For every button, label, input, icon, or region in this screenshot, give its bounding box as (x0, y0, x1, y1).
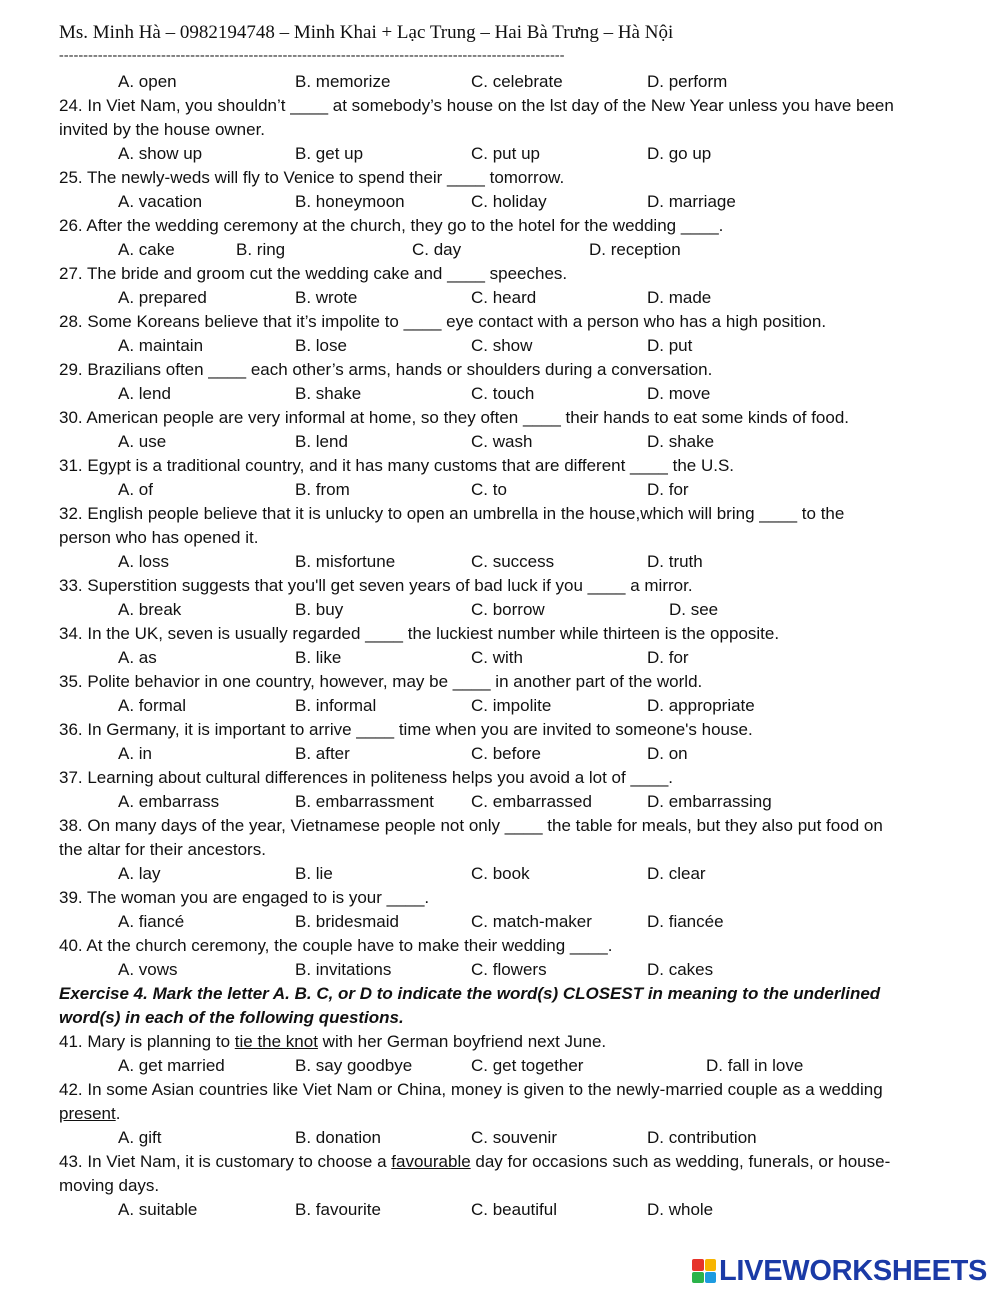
answer-option[interactable]: A. get married (118, 1056, 225, 1075)
answer-option[interactable]: D. shake (647, 432, 715, 451)
answer-option[interactable]: C. heard (471, 288, 537, 307)
question-text: 25. The newly-weds will fly to Venice to spend their ____ tomorrow. (59, 168, 565, 187)
answer-option[interactable]: D. for (647, 480, 689, 499)
answer-option[interactable]: A. vacation (118, 192, 203, 211)
answer-option[interactable]: B. get up (295, 144, 364, 163)
question-text-part: . (115, 1104, 121, 1123)
answer-option[interactable]: D. truth (647, 552, 703, 571)
answer-option[interactable]: A. cake (118, 240, 175, 259)
answer-option[interactable]: A. loss (118, 552, 170, 571)
answer-option[interactable]: C. holiday (471, 192, 547, 211)
answer-option[interactable]: D. go up (647, 144, 712, 163)
question-text: invited by the house owner. (59, 120, 266, 139)
answer-option[interactable]: C. beautiful (471, 1200, 557, 1219)
answer-option[interactable]: D. perform (647, 72, 728, 91)
question-text: 27. The bride and groom cut the wedding cake and ____ speeches. (59, 264, 568, 283)
answer-option[interactable]: D. reception (589, 240, 681, 259)
answer-option[interactable]: D. embarrassing (647, 792, 772, 811)
answer-option[interactable]: D. put (647, 336, 693, 355)
question-text: 30. American people are very informal at home, so they often ____ their hands to eat some kinds of food. (59, 408, 850, 427)
answer-option[interactable]: D. cakes (647, 960, 714, 979)
answer-option[interactable]: A. show up (118, 144, 203, 163)
answer-option[interactable]: C. book (471, 864, 530, 883)
question-text: 33. Superstition suggests that you'll get seven years of bad luck if you ____ a mirror. (59, 576, 693, 595)
answer-option[interactable]: C. day (412, 240, 462, 259)
question-text: 36. In Germany, it is important to arrive ____ time when you are invited to someone's house. (59, 720, 753, 739)
answer-option[interactable]: C. embarrassed (471, 792, 592, 811)
question-text: 34. In the UK, seven is usually regarded ____ the luckiest number while thirteen is the opposite. (59, 624, 780, 643)
exercise-heading: Exercise 4. Mark the letter A. B. C, or D to indicate the word(s) CLOSEST in meaning to the underlined (59, 984, 881, 1003)
answer-option[interactable]: C. to (471, 480, 507, 499)
answer-option[interactable]: C. touch (471, 384, 535, 403)
answer-option[interactable]: C. show (471, 336, 533, 355)
answer-option[interactable]: B. donation (295, 1128, 382, 1147)
answer-option[interactable]: B. lend (295, 432, 348, 451)
answer-option[interactable]: D. fall in love (706, 1056, 804, 1075)
answer-option[interactable]: D. for (647, 648, 689, 667)
answer-option[interactable]: A. formal (118, 696, 187, 715)
answer-option[interactable]: B. favourite (295, 1200, 381, 1219)
logo-text: LIVEWORKSHEETS (719, 1254, 988, 1287)
underlined-phrase: tie the knot (234, 1032, 318, 1051)
answer-option[interactable]: B. honeymoon (295, 192, 405, 211)
question-text: 29. Brazilians often ____ each other’s arms, hands or shoulders during a conversation. (59, 360, 713, 379)
question-text: 40. At the church ceremony, the couple have to make their wedding ____. (59, 936, 613, 955)
answer-option[interactable]: C. souvenir (471, 1128, 557, 1147)
answer-option[interactable]: B. say goodbye (295, 1056, 413, 1075)
answer-option[interactable]: C. borrow (471, 600, 545, 619)
answer-option[interactable]: A. prepared (118, 288, 207, 307)
answer-option[interactable]: C. success (471, 552, 555, 571)
answer-option[interactable]: A. in (118, 744, 153, 763)
answer-option[interactable]: A. of (118, 480, 153, 499)
question-text: 32. English people believe that it is unlucky to open an umbrella in the house,which will bring ____ to the (59, 504, 845, 523)
answer-option[interactable]: A. lay (118, 864, 161, 883)
exercise-heading: word(s) in each of the following questions. (59, 1008, 404, 1027)
answer-option[interactable]: C. get together (471, 1056, 584, 1075)
answer-option[interactable]: D. marriage (647, 192, 736, 211)
question-text: 26. After the wedding ceremony at the church, they go to the hotel for the wedding ____. (59, 216, 724, 235)
answer-option[interactable]: A. suitable (118, 1200, 198, 1219)
answer-option[interactable]: B. bridesmaid (295, 912, 399, 931)
answer-option[interactable]: B. lie (295, 864, 333, 883)
question-text: 37. Learning about cultural differences in politeness helps you avoid a lot of ____. (59, 768, 673, 787)
answer-option[interactable]: D. on (647, 744, 688, 763)
answer-option[interactable]: D. made (647, 288, 712, 307)
question-text: 28. Some Koreans believe that it’s impolite to ____ eye contact with a person who has a high position. (59, 312, 827, 331)
answer-option[interactable]: C. with (471, 648, 523, 667)
question-text (59, 1102, 949, 1126)
answer-option[interactable]: C. wash (471, 432, 533, 451)
answer-option[interactable]: D. see (669, 600, 719, 619)
answer-option[interactable]: B. informal (295, 696, 377, 715)
question-text: 31. Egypt is a traditional country, and it has many customs that are different ____ the U.S. (59, 456, 735, 475)
answer-option[interactable]: A. maintain (118, 336, 204, 355)
question-text: 35. Polite behavior in one country, however, may be ____ in another part of the world. (59, 672, 703, 691)
question-text-part: day for occasions such as wedding, funerals, or house- (470, 1152, 891, 1171)
answer-option[interactable]: D. contribution (647, 1128, 757, 1147)
question-text: person who has opened it. (59, 528, 259, 547)
answer-option[interactable]: C. impolite (471, 696, 552, 715)
answer-option[interactable]: D. move (647, 384, 711, 403)
question-text: 38. On many days of the year, Vietnamese people not only ____ the table for meals, but they also put food on (59, 816, 883, 835)
underlined-phrase: present (59, 1104, 116, 1123)
header-divider: -------------------------------------------------------------------------------------------------------- (59, 48, 565, 63)
answer-option[interactable]: C. put up (471, 144, 540, 163)
answer-option[interactable]: A. vows (118, 960, 178, 979)
answer-option[interactable]: A. use (118, 432, 167, 451)
question-text (59, 1150, 949, 1174)
underlined-phrase: favourable (391, 1152, 471, 1171)
answer-option[interactable]: B. buy (295, 600, 344, 619)
answer-option[interactable]: A. lend (118, 384, 171, 403)
question-text (59, 1030, 949, 1054)
answer-option[interactable]: B. ring (236, 240, 286, 259)
question-text: 24. In Viet Nam, you shouldn’t ____ at somebody’s house on the lst day of the New Year unless you have been (59, 96, 894, 115)
question-text: 39. The woman you are engaged to is your ____. (59, 888, 430, 907)
page-header: Ms. Minh Hà – 0982194748 – Minh Khai + Lạc Trung – Hai Bà Trưng – Hà Nội (59, 22, 674, 43)
answer-option[interactable]: A. break (118, 600, 182, 619)
answer-option[interactable]: A. as (118, 648, 157, 667)
answer-option[interactable]: A. embarrass (118, 792, 220, 811)
answer-option[interactable]: D. whole (647, 1200, 714, 1219)
answer-option[interactable]: C. before (471, 744, 541, 763)
answer-option[interactable]: B. wrote (295, 288, 358, 307)
question-text: the altar for their ancestors. (59, 840, 266, 859)
answer-option[interactable]: A. fiancé (118, 912, 185, 931)
answer-option[interactable]: C. flowers (471, 960, 547, 979)
question-text-part: 41. Mary is planning to (59, 1032, 235, 1051)
answer-option[interactable]: B. like (295, 648, 342, 667)
answer-option[interactable]: B. lose (295, 336, 347, 355)
answer-option[interactable]: D. clear (647, 864, 706, 883)
answer-option[interactable]: B. shake (295, 384, 362, 403)
answer-option[interactable]: B. after (295, 744, 350, 763)
question-text: 42. In some Asian countries like Viet Nam or China, money is given to the newly-married couple as a wedding (59, 1080, 883, 1099)
answer-option[interactable]: B. invitations (295, 960, 392, 979)
answer-option[interactable]: D. appropriate (647, 696, 755, 715)
question-text-part: 43. In Viet Nam, it is customary to choose a (59, 1152, 392, 1171)
liveworksheets-logo-icon (692, 1259, 716, 1283)
answer-option[interactable]: B. embarrassment (295, 792, 434, 811)
question-text-part: with her German boyfriend next June. (317, 1032, 607, 1051)
question-text: moving days. (59, 1176, 160, 1195)
answer-option[interactable]: B. from (295, 480, 350, 499)
liveworksheets-logo[interactable] (692, 1253, 987, 1289)
answer-option[interactable]: B. memorize (295, 72, 391, 91)
answer-option[interactable]: A. open (118, 72, 177, 91)
answer-option[interactable]: B. misfortune (295, 552, 396, 571)
answer-option[interactable]: C. match-maker (471, 912, 592, 931)
answer-option[interactable]: D. fiancée (647, 912, 724, 931)
answer-option[interactable]: A. gift (118, 1128, 162, 1147)
answer-option[interactable]: C. celebrate (471, 72, 563, 91)
